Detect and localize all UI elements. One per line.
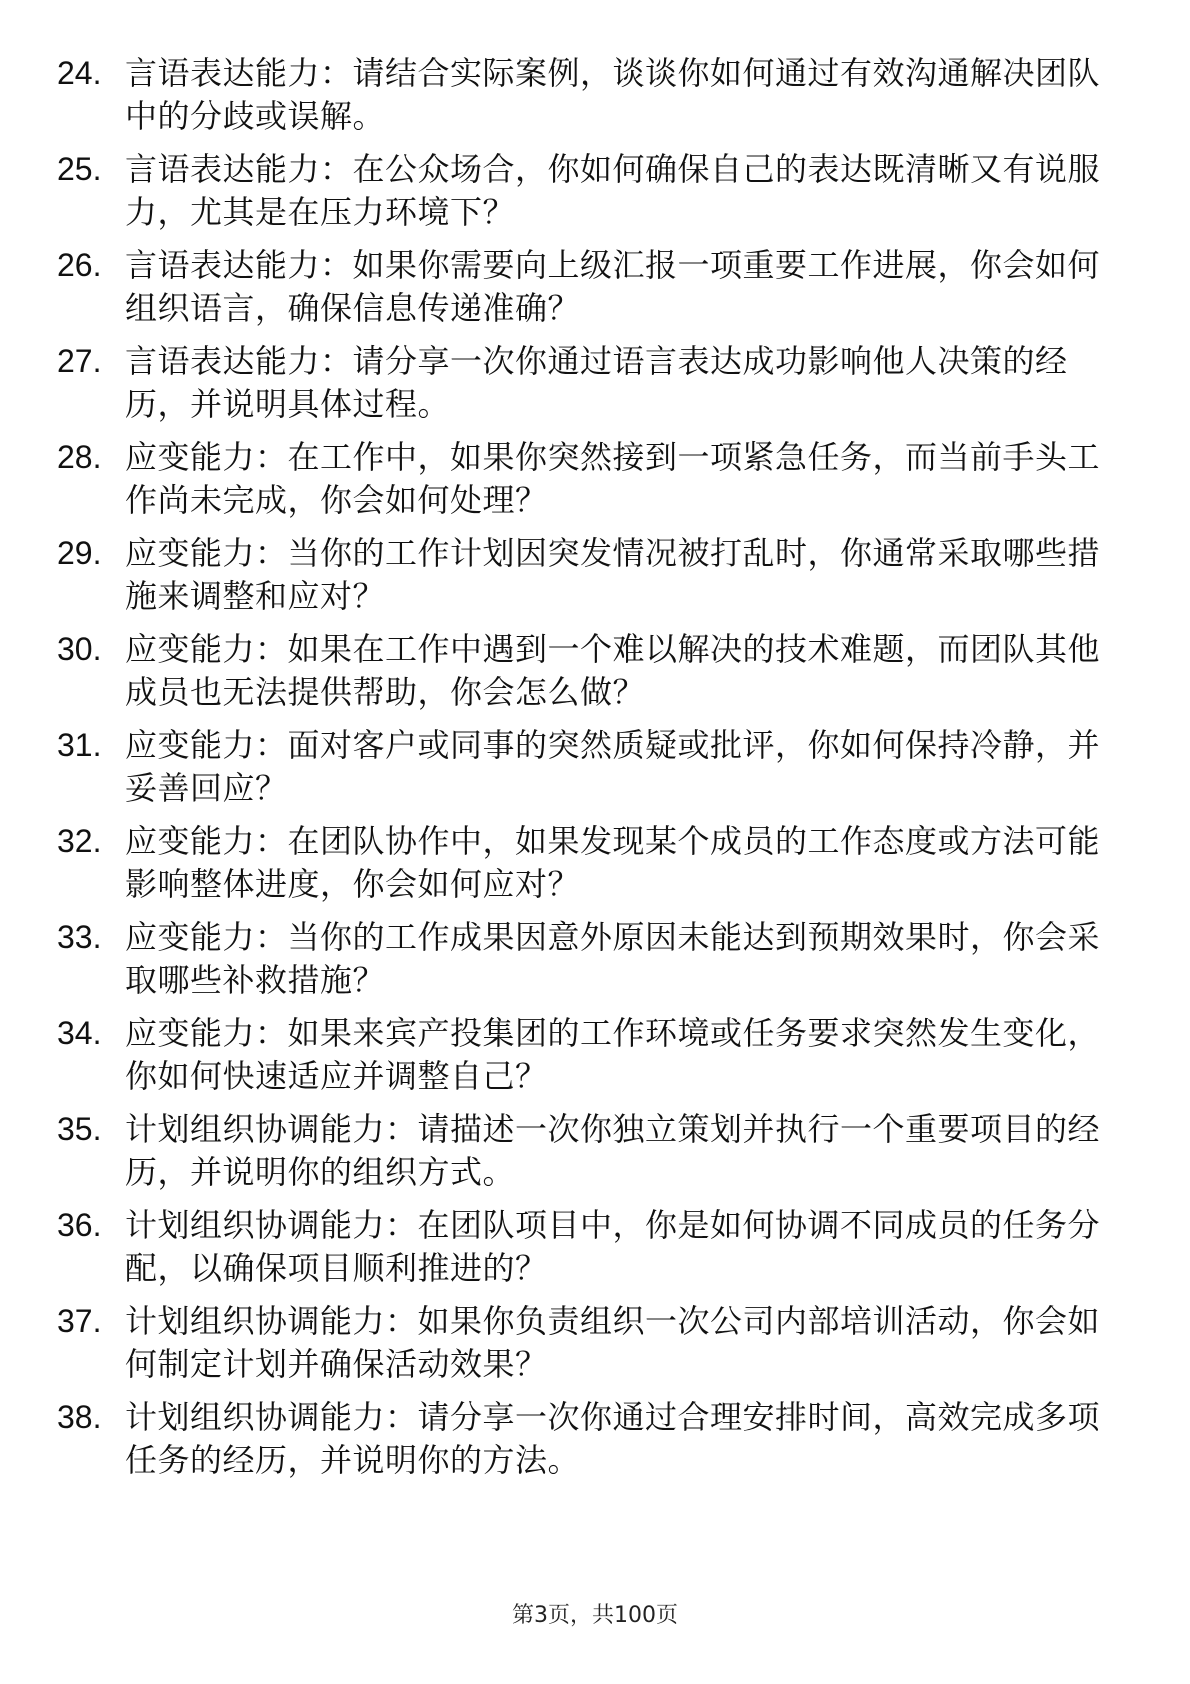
question-text: 应变能力：如果在工作中遇到一个难以解决的技术难题，而团队其他成员也无法提供帮助，你会怎么做？ <box>125 630 1101 711</box>
question-item <box>57 148 1137 244</box>
question-number: 30. <box>57 631 102 667</box>
question-text: 计划组织协调能力：请描述一次你独立策划并执行一个重要项目的经历，并说明你的组织方式。 <box>125 1110 1101 1191</box>
question-item <box>57 820 1137 916</box>
question-number: 36. <box>57 1207 102 1243</box>
question-item <box>57 532 1137 628</box>
question-number: 29. <box>57 535 102 571</box>
question-item <box>57 52 1137 148</box>
question-text: 应变能力：当你的工作成果因意外原因未能达到预期效果时，你会采取哪些补救措施？ <box>125 918 1101 999</box>
question-text: 计划组织协调能力：如果你负责组织一次公司内部培训活动，你会如何制定计划并确保活动效果？ <box>125 1302 1101 1383</box>
question-item <box>57 1204 1137 1300</box>
question-text: 计划组织协调能力：请分享一次你通过合理安排时间，高效完成多项任务的经历，并说明你的方法。 <box>125 1398 1101 1479</box>
question-number: 34. <box>57 1015 102 1051</box>
question-item <box>57 244 1137 340</box>
question-text: 应变能力：在团队协作中，如果发现某个成员的工作态度或方法可能影响整体进度，你会如何应对？ <box>125 822 1101 903</box>
question-text: 言语表达能力：如果你需要向上级汇报一项重要工作进展，你会如何组织语言，确保信息传递准确？ <box>125 246 1101 327</box>
question-item <box>57 628 1137 724</box>
question-number: 33. <box>57 919 102 955</box>
question-item <box>57 916 1137 1012</box>
question-item <box>57 1012 1137 1108</box>
page-number-label: 第3页，共100页 <box>512 1603 678 1628</box>
question-text: 言语表达能力：请结合实际案例，谈谈你如何通过有效沟通解决团队中的分歧或误解。 <box>125 54 1101 135</box>
question-item <box>57 724 1137 820</box>
question-number: 37. <box>57 1303 102 1339</box>
question-item <box>57 340 1137 436</box>
question-number: 24. <box>57 55 102 91</box>
question-number: 32. <box>57 823 102 859</box>
question-text: 言语表达能力：在公众场合，你如何确保自己的表达既清晰又有说服力，尤其是在压力环境下？ <box>125 150 1101 231</box>
question-number: 26. <box>57 247 102 283</box>
question-number: 35. <box>57 1111 102 1147</box>
question-text: 应变能力：面对客户或同事的突然质疑或批评，你如何保持冷静，并妥善回应？ <box>125 726 1101 807</box>
question-number: 28. <box>57 439 102 475</box>
question-list <box>57 52 1137 1492</box>
question-text: 应变能力：如果来宾产投集团的工作环境或任务要求突然发生变化，你如何快速适应并调整自己？ <box>125 1014 1101 1095</box>
question-text: 应变能力：在工作中，如果你突然接到一项紧急任务，而当前手头工作尚未完成，你会如何处理？ <box>125 438 1101 519</box>
page-footer <box>0 1602 1190 1630</box>
question-item <box>57 1108 1137 1204</box>
question-number: 31. <box>57 727 102 763</box>
question-item <box>57 1300 1137 1396</box>
question-text: 言语表达能力：请分享一次你通过语言表达成功影响他人决策的经历，并说明具体过程。 <box>125 342 1068 423</box>
question-item <box>57 1396 1137 1492</box>
question-number: 25. <box>57 151 102 187</box>
question-number: 27. <box>57 343 102 379</box>
question-text: 计划组织协调能力：在团队项目中，你是如何协调不同成员的任务分配，以确保项目顺利推进的？ <box>125 1206 1101 1287</box>
question-text: 应变能力：当你的工作计划因突发情况被打乱时，你通常采取哪些措施来调整和应对？ <box>125 534 1101 615</box>
question-item <box>57 436 1137 532</box>
question-number: 38. <box>57 1399 102 1435</box>
